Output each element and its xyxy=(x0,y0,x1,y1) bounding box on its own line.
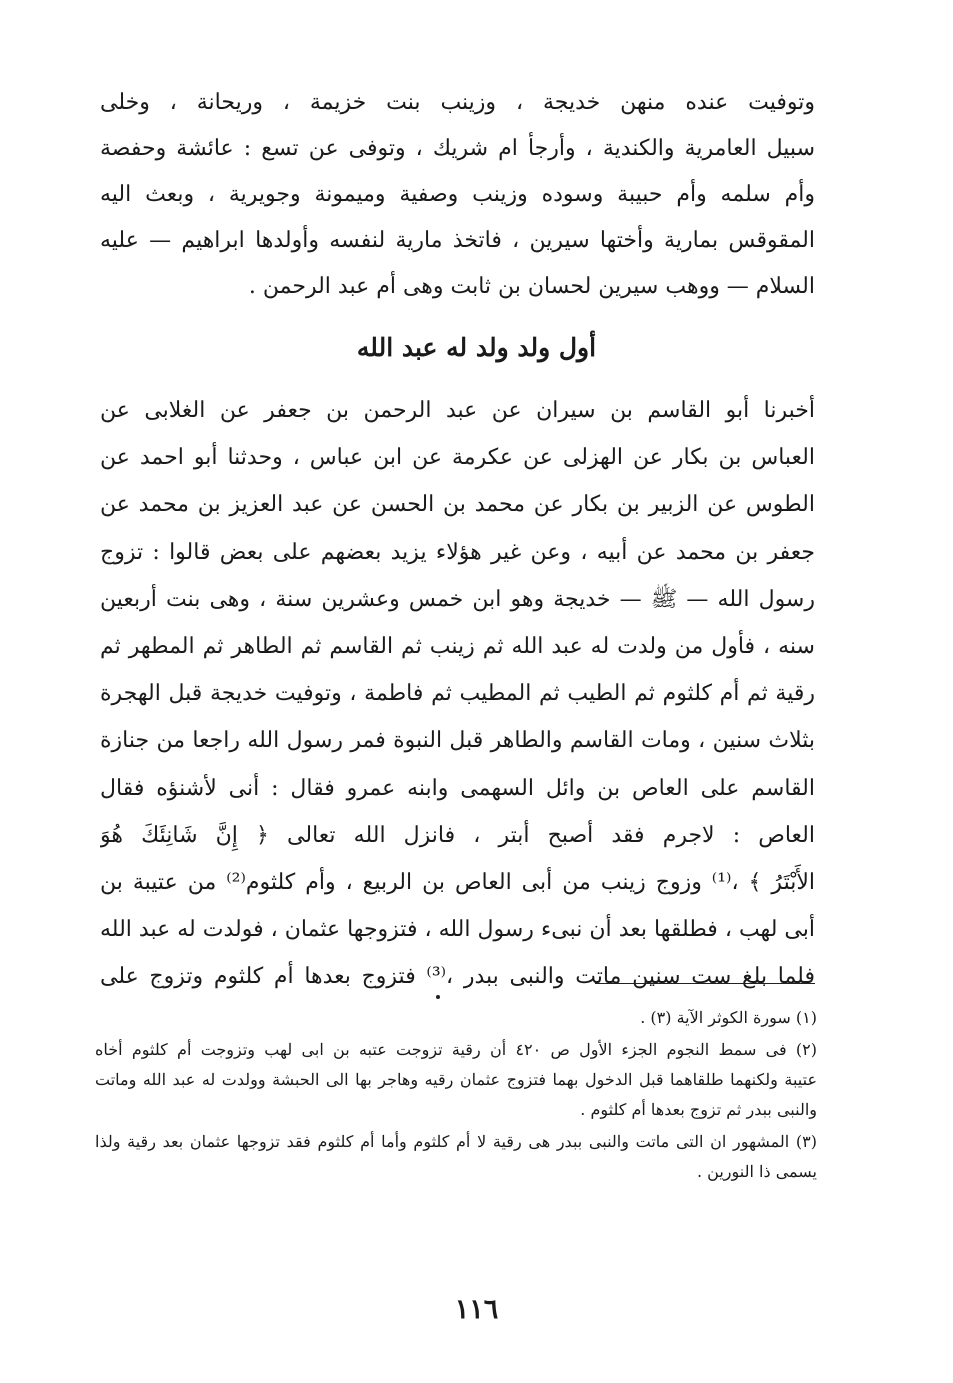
opening-paragraph xyxy=(100,80,815,310)
footnote-line: والنبى ببدر ثم تزوج بعدها أم كلثوم . xyxy=(580,1100,817,1119)
footnote-line: يسمى ذا النورين . xyxy=(697,1162,817,1181)
text-line: بثلاث سنين ، ومات القاسم والطاهر قبل النبوة فمر رسول الله راجعا من جنازة xyxy=(100,728,815,754)
text-line: المقوقس بمارية وأختها سيرين ، فاتخذ مارية لنفسه وأولدها ابراهيم — عليه xyxy=(100,228,815,253)
footnote-line: (١) سورة الكوثر الآية (٣) . xyxy=(640,1008,817,1027)
text-line: العاص : لاجرم فقد أصبح أبتر ، فانزل الله تعالى ﴿ إِنَّ شَانِئَكَ هُوَ xyxy=(100,822,815,848)
footnote-line: عتيبة ولكنهما طلقاهما قبل الدخول بهما فتزوج عثمان رقيه وهاجر بها الى الحبشة وولدت له عبد الله وماتت xyxy=(95,1070,817,1089)
text-line: العباس بن بكار عن الهزلى عن عكرمة عن ابن عباس ، وحدثنا أبو احمد عن xyxy=(100,445,815,471)
text-line: أخبرنا أبو القاسم بن سيران عن عبد الرحمن بن جعفر عن الغلابى عن xyxy=(100,398,815,423)
text-line: رقية ثم أم كلثوم ثم الطيب ثم المطيب ثم فاطمة ، وتوفيت خديجة قبل الهجرة xyxy=(100,681,815,707)
text-line: جعفر بن محمد عن أبيه ، وعن غير هؤلاء يزيد بعضهم على بعض قالوا : تزوج xyxy=(100,539,815,565)
text-line: سبيل العامرية والكندية ، وأرجأ ام شريك ، وتوفى عن تسع : عائشة وحفصة xyxy=(100,136,815,161)
text-line: الطوس عن الزبير بن بكار عن محمد بن الحسن عن عبد العزيز بن محمد عن xyxy=(100,492,815,518)
text-line: وتوفيت عنده منهن خديجة ، وزينب بنت خزيمة ، وريحانة ، وخلى xyxy=(100,90,815,115)
text-line: وأم سلمه وأم حبيبة وسوده وزينب وصفية وميمونة وجويرية ، وبعث اليه xyxy=(100,182,815,207)
page-number: ١١٦ xyxy=(454,1294,499,1325)
section-heading: أول ولد ولد له عبد الله xyxy=(356,333,597,362)
footnote-line: (٢) فى سمط النجوم الجزء الأول ص ٤٢٠ أن رقية تزوجت عتبه بن ابى لهب وتزوجت أم كلثوم أخاه xyxy=(95,1040,817,1059)
text-line: فلما بلغ ست سنين ماتت والنبى ببدر ،⁽³⁾ فتزوج بعدها أم كلثوم وتزوج على xyxy=(100,964,815,990)
text-line: الأَبْتَرُ ﴾ ،⁽¹⁾ وزوج زينب من أبى العاص بن الربيع ، وأم كلثوم⁽²⁾ من عتيبة بن xyxy=(100,869,815,895)
text-line: القاسم على العاص بن وائل السهمى وابنه عمرو فقال : أنى لأشنؤه فقال xyxy=(100,775,815,801)
footnote-divider xyxy=(595,983,815,984)
text-line: رسول الله — ﷺ — خديجة وهو ابن خمس وعشرين سنة ، وهى بنت أربعين xyxy=(100,586,815,612)
main-paragraph xyxy=(100,387,815,1000)
text-line: السلام — ووهب سيرين لحسان بن ثابت وهى أم عبد الرحمن . xyxy=(248,274,815,299)
text-line: أبى لهب ، فطلقها بعد أن نبىء رسول الله ، فتزوجها عثمان ، فولدت له عبد الله xyxy=(100,917,815,943)
footnotes xyxy=(95,1003,817,1187)
footnote-line: (٣) المشهور ان التى ماتت والنبى ببدر هى رقية لا أم كلثوم وأما أم كلثوم فقد تزوجها عثمان بعد رقية ولذا xyxy=(95,1132,817,1151)
ink-speck xyxy=(436,995,440,999)
text-line: سنه ، فأول من ولدت له عبد الله ثم زينب ثم القاسم ثم الطاهر ثم المطهر ثم xyxy=(100,633,815,659)
